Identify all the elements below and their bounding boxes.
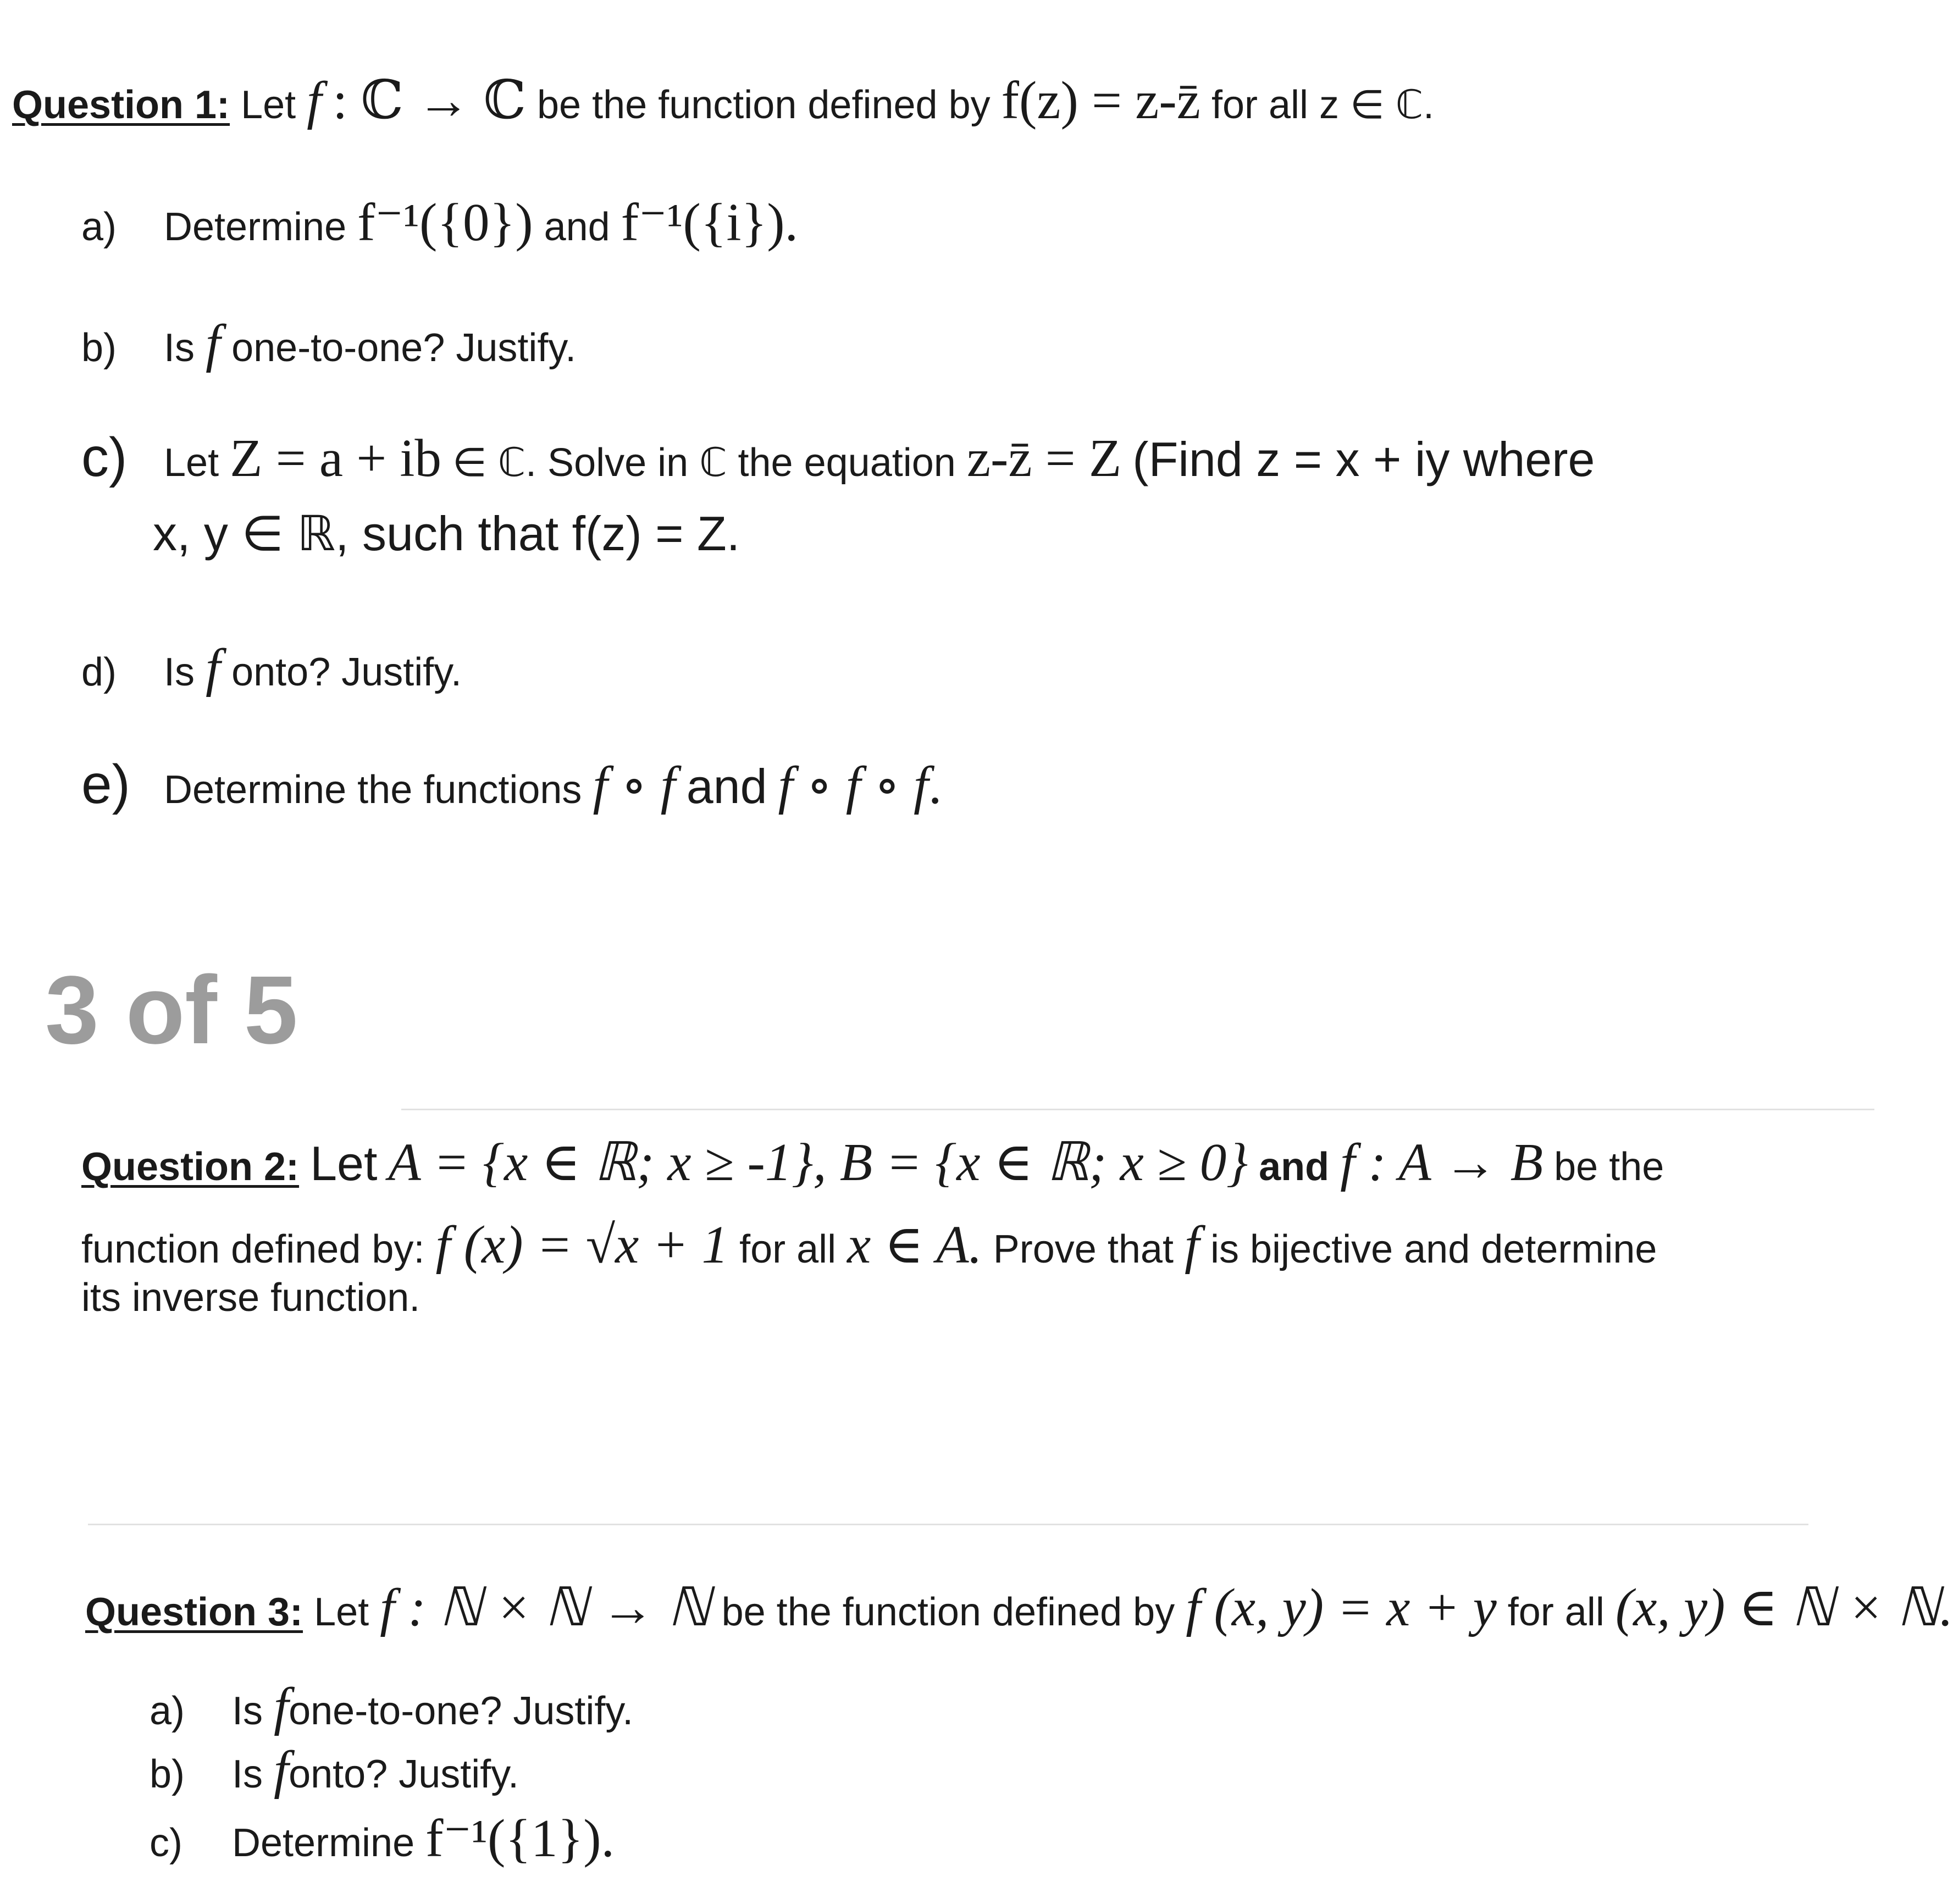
question-3-part-b bbox=[150, 1740, 519, 1801]
text: is bijective and determine bbox=[1210, 1227, 1657, 1271]
text: its inverse function. bbox=[81, 1276, 421, 1320]
math-definition: f(z) = z-z̄ bbox=[1001, 71, 1200, 130]
math-composition-2: f ∘ f bbox=[593, 756, 676, 815]
page-indicator: 3 of 5 bbox=[45, 956, 298, 1064]
math-preimage-i: f⁻¹({i}). bbox=[621, 193, 798, 252]
text: . bbox=[928, 756, 942, 815]
question-3-part-a bbox=[150, 1676, 633, 1738]
text: be the function defined by bbox=[721, 1590, 1175, 1634]
math-f: f bbox=[206, 638, 221, 698]
math-preimage-0: f⁻¹({0}) bbox=[357, 193, 533, 252]
text: Let bbox=[310, 1136, 378, 1191]
text: be the function defined by bbox=[537, 83, 991, 127]
question-1-label: Question 1: bbox=[12, 83, 230, 127]
text: Is bbox=[232, 1689, 263, 1733]
text: x, y ∈ ℝ, such that f(z) = Z. bbox=[153, 506, 740, 561]
list-marker: a) bbox=[150, 1689, 185, 1733]
text: Let bbox=[314, 1590, 369, 1634]
question-2-label: Question 2: bbox=[81, 1145, 300, 1189]
text: and bbox=[1259, 1145, 1330, 1189]
math-equation: z-z̄ = Z bbox=[966, 429, 1122, 488]
math-f: f bbox=[307, 71, 322, 130]
list-marker: d) bbox=[81, 650, 117, 694]
text: Determine the functions bbox=[164, 768, 582, 812]
question-2-line-2 bbox=[81, 1215, 1657, 1276]
text: (Find z = x + iy where bbox=[1132, 432, 1595, 486]
math-Z: Z = a + ib bbox=[230, 429, 442, 488]
question-3-label: Question 3: bbox=[85, 1590, 303, 1634]
question-1-part-c bbox=[81, 426, 1595, 490]
math-mapping: : ℂ → ℂ bbox=[333, 71, 526, 130]
text: Determine bbox=[232, 1821, 415, 1865]
question-3-statement bbox=[85, 1578, 1953, 1639]
math-definition: f (x) = √x + 1 bbox=[435, 1215, 729, 1275]
list-marker: c) bbox=[81, 427, 128, 488]
math-f: f bbox=[206, 314, 221, 373]
text: one-to-one? Justify. bbox=[231, 326, 577, 370]
math-composition-3: f ∘ f ∘ f bbox=[778, 756, 929, 815]
text: Is bbox=[232, 1752, 263, 1796]
text: Prove that bbox=[993, 1227, 1174, 1271]
text: for all bbox=[739, 1227, 837, 1271]
text: Is bbox=[164, 326, 195, 370]
question-1-part-d bbox=[81, 638, 462, 699]
text: ∈ ℂ. Solve in ℂ the equation bbox=[452, 441, 956, 485]
math-sets: A = {x ∈ ℝ; x ≥ -1}, B = {x ∈ ℝ; x ≥ 0} bbox=[388, 1133, 1248, 1192]
math-mapping: f : A → B bbox=[1340, 1133, 1543, 1192]
math-f: f bbox=[274, 1740, 289, 1800]
math-preimage-1: f⁻¹({1}). bbox=[425, 1809, 615, 1868]
text: one-to-one? Justify. bbox=[289, 1689, 634, 1733]
math-definition: f (x, y) = x + y bbox=[1186, 1578, 1497, 1637]
text: function defined by: bbox=[81, 1227, 425, 1271]
text: for all bbox=[1507, 1590, 1605, 1634]
list-marker: e) bbox=[81, 754, 130, 815]
text: Determine bbox=[164, 205, 347, 249]
divider bbox=[401, 1109, 1874, 1110]
math-domain: x ∈ A. bbox=[847, 1215, 982, 1275]
list-marker: b) bbox=[81, 326, 117, 370]
math-domain: (x, y) ∈ ℕ × ℕ. bbox=[1615, 1578, 1953, 1637]
math-f: f bbox=[274, 1677, 289, 1736]
text: and bbox=[686, 759, 767, 813]
text: for all z ∈ ℂ. bbox=[1211, 83, 1435, 127]
question-2-line-1 bbox=[81, 1132, 1664, 1194]
text: Let bbox=[241, 83, 296, 127]
text: be the bbox=[1554, 1145, 1664, 1189]
question-1-part-a bbox=[81, 192, 798, 254]
text: Let bbox=[164, 441, 219, 485]
text: and bbox=[544, 205, 610, 249]
question-1-part-e bbox=[81, 753, 942, 817]
math-mapping: f : ℕ × ℕ → ℕ bbox=[380, 1578, 711, 1637]
question-3-part-c bbox=[150, 1808, 615, 1870]
text: Is bbox=[164, 650, 195, 694]
question-2-line-3 bbox=[81, 1275, 420, 1321]
list-marker: a) bbox=[81, 205, 117, 249]
question-1-part-c-line2 bbox=[153, 506, 740, 561]
question-1-statement bbox=[12, 70, 1434, 132]
text: onto? Justify. bbox=[289, 1752, 519, 1796]
math-f: f bbox=[1184, 1215, 1199, 1275]
divider bbox=[88, 1524, 1808, 1525]
text: onto? Justify. bbox=[231, 650, 462, 694]
list-marker: b) bbox=[150, 1752, 185, 1796]
question-1-part-b bbox=[81, 313, 576, 375]
list-marker: c) bbox=[150, 1821, 182, 1865]
